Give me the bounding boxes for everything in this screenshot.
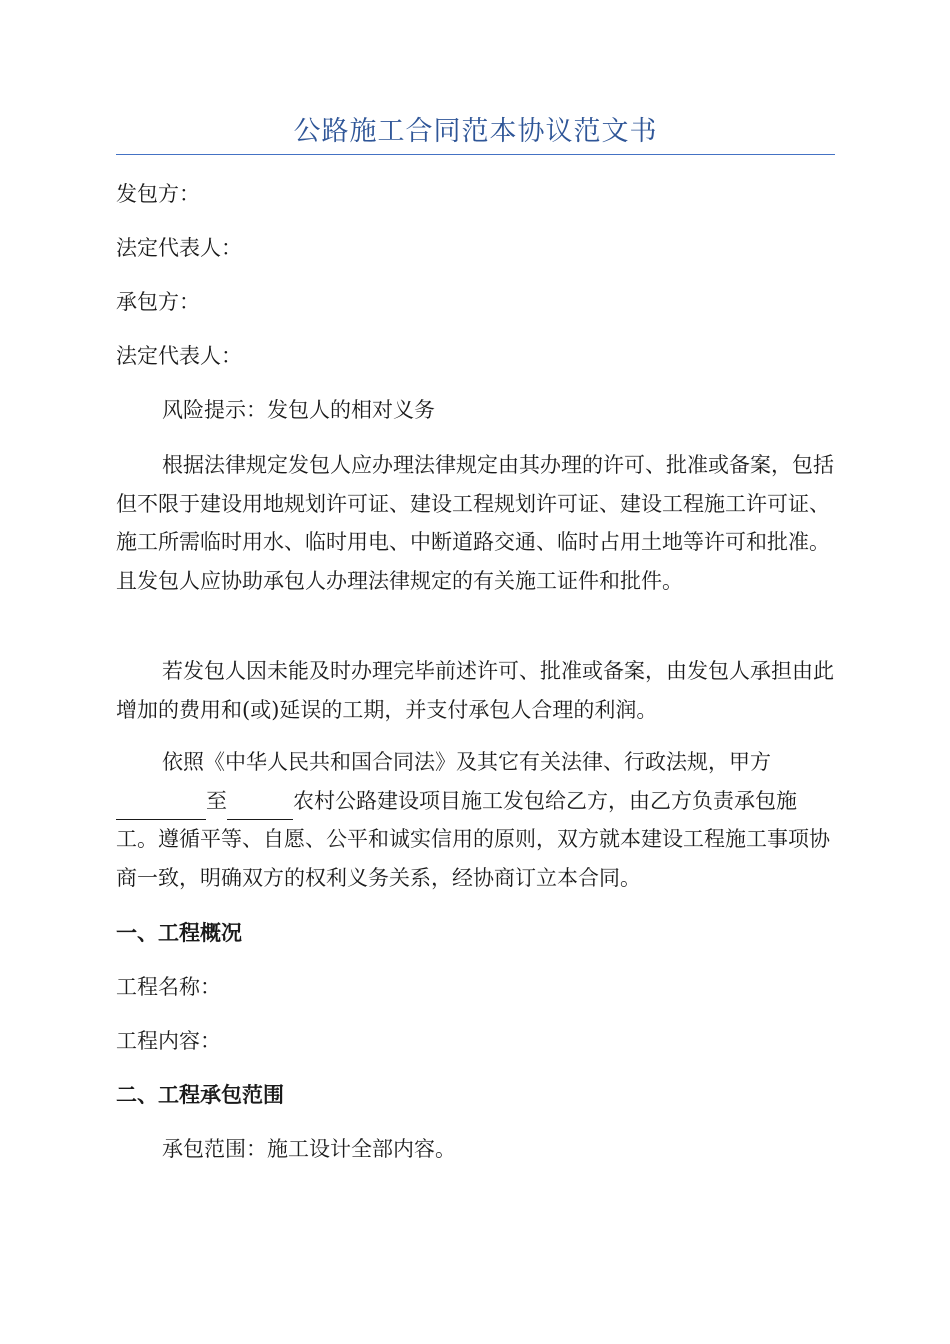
paragraph-permits-text: 根据法律规定发包人应办理法律规定由其办理的许可、批准或备案，包括但不限于建设用地规划许可证、建设工程规划许可证、建设工程施工许可证、施工所需临时用水、临时用电、中断道路交通、临时占用土地等许可和批准。且发包人应协助承包人办理法律规定的有关施工证件和批件。 [116, 453, 834, 593]
employer-rep-label: 法定代表人： [116, 236, 242, 260]
blank-from [116, 797, 206, 820]
section1-heading: 一、工程概况 [116, 921, 242, 945]
title-underline [116, 154, 835, 155]
project-name-label: 工程名称： [116, 975, 221, 999]
project-content-label: 工程内容： [116, 1029, 221, 1053]
employer-label: 发包方： [116, 182, 200, 206]
contractor-rep-label: 法定代表人： [116, 344, 242, 368]
contract-basis-part2: 至 [206, 788, 227, 813]
section2-heading: 二、工程承包范围 [116, 1083, 284, 1107]
paragraph-permits [116, 446, 836, 600]
document-title: 公路施工合同范本协议范文书 [293, 116, 658, 147]
contractor-label: 承包方： [116, 290, 200, 314]
contract-basis-part1: 依照《中华人民共和国合同法》及其它有关法律、行政法规，甲方 [162, 750, 771, 774]
blank-to [227, 797, 293, 820]
paragraph-delay [116, 652, 836, 729]
scope-text: 承包范围：施工设计全部内容。 [162, 1137, 456, 1161]
contract-basis-part3: 农村公路建设项目施工发包给乙方，由乙方负责承包施工。遵循平等、自愿、公平和诚实信用的原则，双方就本建设工程施工事项协商一致，明确双方的权利义务关系，经协商订立本合同。 [116, 788, 830, 890]
paragraph-delay-text: 若发包人因未能及时办理完毕前述许可、批准或备案，由发包人承担由此增加的费用和(或)延误的工期，并支付承包人合理的利润。 [116, 659, 834, 722]
risk-tip: 风险提示：发包人的相对义务 [162, 398, 435, 422]
paragraph-contract-basis [116, 743, 836, 897]
